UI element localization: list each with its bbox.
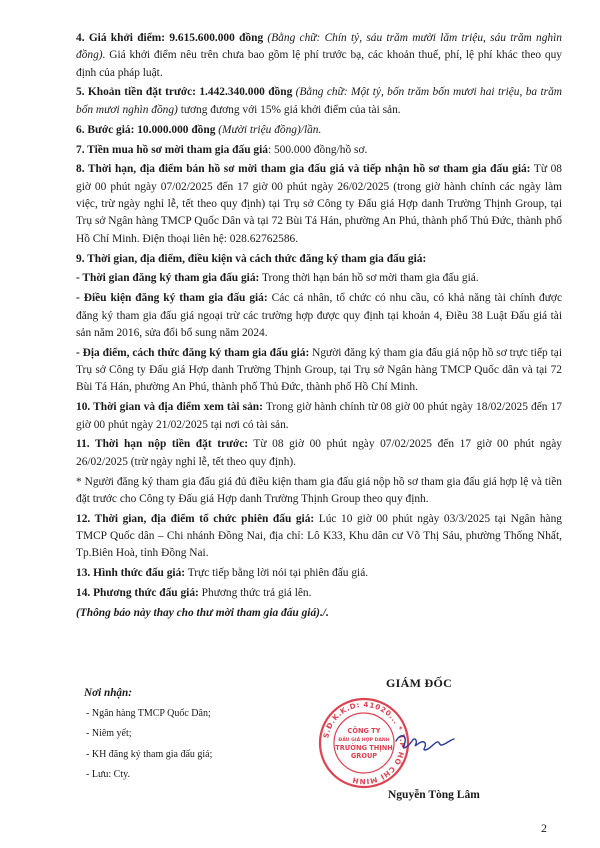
item-11: 11. Thời hạn nộp tiền đặt trước: Từ 08 giờ 00 phút ngày 07/02/2025 đến 17 giờ 00 phút ngày 26/02/2025 (trừ ngày nghỉ lễ, tết theo quy định). — [76, 438, 562, 468]
item-9-conditions: - Điều kiện đăng ký tham gia đấu giá: Các cá nhân, tổ chức có nhu cầu, có khả năng tài chính được đăng ký tham gia đấu giá ngoại trừ các trường hợp được quy định tại khoản 4, Điều 38 Luật Đấu giá tài sản năm 2016, sửa đổi bổ sung năm 2024. — [76, 292, 562, 339]
page-number: 2 — [541, 821, 547, 835]
closing-note: (Thông báo này thay cho thư mời tham gia đấu giá)./. — [76, 607, 329, 620]
item-7: 7. Tiền mua hồ sơ mời tham gia đấu giá: 500.000 đồng/hồ sơ. — [76, 143, 368, 156]
handwritten-signature — [396, 736, 454, 750]
recipients-block — [76, 683, 326, 786]
item-14: 14. Phương thức đấu giá: Phương thức trả giá lên. — [76, 587, 312, 600]
item-9-location: - Địa điểm, cách thức đăng ký tham gia đấu giá: Người đăng ký tham gia đấu giá nộp hồ sơ trực tiếp tại Trụ sở Công ty Đấu giá Hợp danh Trường Thịnh Group, tại Trụ sở Ngân hàng TMCP Quốc dân và tại 72 Bùi Tá Hán, phường An Phú, thành phố Thủ Đức, thành phố Hồ Chí Minh. — [76, 346, 562, 394]
item-9: 9. Thời gian, địa điểm, điều kiện và cách thức đăng ký tham gia đấu giá: — [76, 252, 427, 265]
item-12: 12. Thời gian, địa điểm tổ chức phiên đấu giá: Lúc 10 giờ 00 phút ngày 03/3/2025 tại Ngân hàng TMCP Quốc dân – Chi nhánh Đồng Nai, địa chỉ: Lô K33, Khu dân cư Võ Thị Sáu, phường Thống Nhất, Tp.Biên Hoà, tỉnh Đồng Nai. — [76, 512, 562, 560]
item-6: 6. Bước giá: 10.000.000 đồng (Mười triệu đồng)/lần. — [76, 123, 322, 136]
item-4: 4. Giá khởi điểm: 9.615.600.000 đồng (Bằng chữ: Chín tỷ, sáu trăm mười lăm triệu, sáu trăm nghìn đồng). Giá khởi điểm nêu trên chưa bao gồm lệ phí trước bạ, các khoản thuế, phí, lệ phí khác theo quy định của pháp luật. — [76, 32, 562, 79]
recipient-item: - Lưu: Cty. — [86, 765, 326, 786]
item-11-note: * Người đăng ký tham gia đấu giá đủ điều kiện tham gia đấu giá nộp hồ sơ tham gia đấu giá hợp lệ và tiền đặt trước cho Công ty Đấu giá Hợp danh Trường Thịnh Group theo quy định. — [76, 475, 562, 505]
item-8: 8. Thời hạn, địa điểm bán hồ sơ mời tham gia đấu giá và tiếp nhận hồ sơ tham gia đấu giá: Từ 08 giờ 00 phút ngày 07/02/2025 đến 17 giờ 00 phút ngày 26/02/2025 (trong giờ hành chính các ngày làm việc, trừ ngày nghỉ lễ, tết theo quy định) tại Trụ sở Công ty Đấu giá Hợp danh Trường Thịnh Group, tại Trụ sở Ngân hàng TMCP Quốc Dân và tại 72 Bùi Tá Hán, phường An Phú, thành phố Thủ Đức, thành phố Hồ Chí Minh. Điện thoại liên hệ: 028.62762586. — [76, 163, 563, 245]
recipient-item: - Niêm yết; — [86, 724, 326, 745]
stamp-ring-text: S.Đ.K.K.D: 41020... * T.P HỒ CHÍ MINH — [321, 699, 408, 787]
stamp-line: CÔNG TY — [347, 727, 381, 735]
item-13: 13. Hình thức đấu giá: Trực tiếp bằng lời nói tại phiên đấu giá. — [76, 567, 369, 580]
document-body — [76, 30, 562, 625]
stamp-line: TRƯỜNG THỊNH — [335, 744, 393, 752]
recipients-list — [76, 704, 326, 786]
signature-block — [318, 676, 518, 826]
item-5: 5. Khoản tiền đặt trước: 1.442.340.000 đồng (Bằng chữ: Một tỷ, bốn trăm bốn mươi hai triệu, ba trăm bốn mươi nghìn đồng) tương đương với 15% giá khởi điểm của tài sản. — [76, 86, 562, 116]
recipient-item: - KH đăng ký tham gia đấu giá; — [86, 745, 326, 766]
recipient-item: - Ngân hàng TMCP Quốc Dân; — [86, 704, 326, 725]
item-9-time: - Thời gian đăng ký tham gia đấu giá: Trong thời hạn bán hồ sơ mời tham gia đấu giá. — [76, 272, 479, 285]
signer-name: Nguyễn Tòng Lâm — [388, 789, 480, 801]
stamp-line: GROUP — [350, 752, 378, 760]
signer-position: GIÁM ĐỐC — [386, 676, 453, 690]
item-10: 10. Thời gian và địa điểm xem tài sản: Trong giờ hành chính từ 08 giờ 00 phút ngày 18/02/2025 đến 17 giờ 00 phút ngày 21/02/2025 tại nơi có tài sản. — [76, 401, 562, 431]
recipients-title: Nơi nhận: — [84, 687, 132, 699]
stamp-line: ĐẤU GIÁ HỢP DANH — [338, 738, 390, 743]
